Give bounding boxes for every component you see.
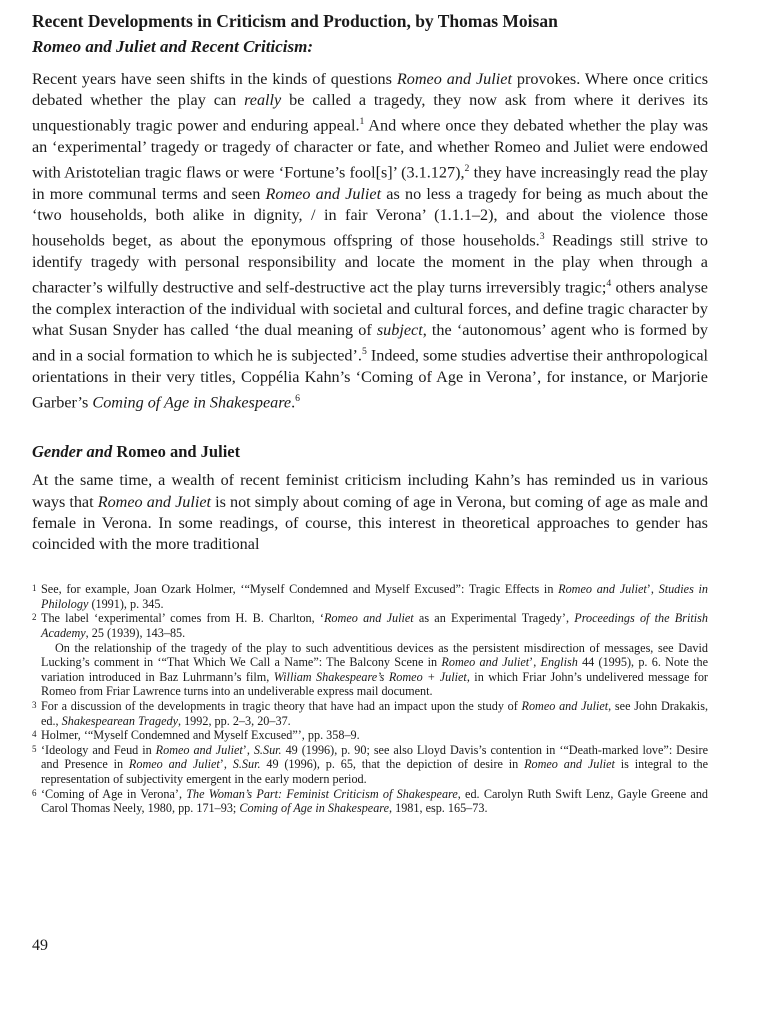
footnote-5: [32, 743, 708, 787]
italic-text: English: [540, 655, 578, 670]
italic-text: William Shakespeare’s Romeo + Juliet: [273, 669, 467, 684]
page-title: Recent Developments in Criticism and Production, by Thomas Moisan: [32, 11, 558, 31]
footnote-3: [32, 699, 708, 728]
text-run: Holmer, ‘“Myself Condemned and Myself Excused”’, pp. 358–9.: [41, 728, 360, 743]
text-run: .: [291, 393, 296, 412]
text-run: they have increasingly read the play in more communal terms and seen: [32, 163, 708, 203]
italic-text: subject: [376, 320, 423, 339]
text-run: ’,: [529, 655, 541, 670]
italic-text: really: [244, 91, 282, 110]
italic-text: Romeo and Juliet: [524, 757, 615, 772]
text-run: , ed. Carolyn Ruth Swift Lenz, Gayle Greene and Carol Thomas Neely, 1980, pp. 171–93;: [41, 786, 709, 816]
footnote-number: 1: [32, 583, 37, 594]
footnote-text: [41, 699, 708, 728]
gender-heading-italic: Gender and: [32, 442, 113, 462]
footnote-number: 2: [32, 612, 37, 623]
footnote-text: [41, 611, 708, 640]
footnote-reference: 2: [464, 163, 470, 175]
text-run: as no less a tragedy for being as much about the ‘two households, both alike in dignity, / in fair Verona’ (1.1.1–2), and about the violence those households beget, as about the eponymous offspring of those households.: [32, 184, 709, 250]
text-run: provokes. Where once critics debated whether the play can: [32, 70, 709, 110]
footnote-text: [41, 582, 708, 611]
text-run: See, for example, Joan Ozark Holmer, ‘“Myself Condemned and Myself Excused”: Tragic Effects in: [41, 582, 559, 597]
text-run: ’,: [219, 757, 233, 772]
page-content: [32, 10, 708, 816]
text-run: 49 (1996), p. 65, that the depiction of desire in: [260, 757, 525, 772]
text-run: 49 (1996), p. 90; see also Lloyd Davis’s contention in ‘“Death-marked love”: Desire and Presence in: [41, 742, 708, 772]
text-run: as an Experimental Tragedy’,: [413, 611, 575, 626]
italic-text: The Woman’s Part: Feminist Criticism of Shakespeare: [186, 786, 458, 801]
italic-text: Romeo and Juliet: [155, 742, 243, 757]
footnotes: [32, 582, 708, 816]
text-run: , in which Friar John’s undelivered message for Romeo from Friar Lawrence turns into an undeliverable express mail document.: [41, 669, 708, 699]
italic-text: Romeo and Juliet: [265, 184, 382, 203]
italic-text: Coming of Age in Shakespeare: [92, 393, 292, 412]
footnote-number: 3: [32, 699, 37, 710]
text-run: is integral to the representation of subjectivity emergent in the early modern period.: [41, 757, 709, 786]
italic-text: S.Sur.: [232, 757, 261, 772]
text-run: ‘Coming of Age in Verona’,: [41, 786, 187, 801]
text-run: And where once they debated whether the play was an ‘experimental’ tragedy or tragedy of character or fate, and whether Romeo and Juliet were endowed with Aristotelian tragic flaws or were ‘Fortune’s fool[s]’ (3.1.127),: [32, 116, 708, 182]
text-run: At the same time, a wealth of recent feminist criticism including Kahn’s has reminded us in various ways that: [32, 471, 708, 511]
text-run: ’,: [242, 742, 254, 757]
italic-text: S.Sur.: [253, 742, 282, 757]
gender-heading-roman: Romeo and Juliet: [112, 442, 241, 462]
italic-text: Proceedings of the British Academy: [41, 611, 708, 640]
text-run: 44 (1995), p. 6. Note the variation introduced in Baz Luhrmann’s film,: [41, 655, 709, 684]
footnote-number: 6: [32, 787, 37, 798]
text-run: Recent years have seen shifts in the kinds of questions: [32, 70, 397, 88]
text-run: Indeed, some studies advertise their anthropological orientations in their very titles, Coppélia Kahn’s ‘Coming of Age in Verona’, for instance, or Marjorie Garber’s: [32, 346, 709, 412]
footnote-text: [41, 743, 708, 786]
footnote-text: [41, 787, 708, 816]
text-run: , see John Drakakis, ed.,: [41, 698, 708, 728]
footnote-4: [32, 728, 708, 743]
page-number: 49: [32, 937, 48, 954]
text-run: , 1981, esp. 165–73.: [389, 801, 488, 816]
text-run: The label ‘experimental’ comes from H. B. Charlton, ‘: [41, 611, 324, 626]
gender-paragraph: [32, 470, 708, 555]
text-run: , 25 (1939), 143–85.: [85, 625, 186, 640]
footnote-6: [32, 787, 708, 816]
text-run: is not simply about coming of age in Verona, but coming of age as male and female in Verona. In some readings, of course, this interest in theoretical approaches to gender has coincided with the more traditional: [32, 492, 708, 553]
text-run: Readings still strive to identify tragedy with personal responsibility and locate the moment in the play when through a character’s wilfully destructive and self-destructive act the play turns irreversibly tragic;: [32, 231, 709, 297]
text-run: , 1992, pp. 2–3, 20–37.: [177, 713, 291, 728]
footnote-2-continuation: [32, 641, 708, 699]
italic-text: Romeo and Juliet: [521, 698, 609, 713]
footnote-number: 4: [32, 729, 37, 740]
text-run: , the ‘autonomous’ agent who is formed by and in a social formation to which he is subjected’.: [32, 320, 709, 365]
italic-text: Romeo and Juliet: [396, 70, 512, 88]
italic-text: Coming of Age in Shakespeare: [239, 801, 389, 816]
footnote-number: 5: [32, 743, 37, 754]
text-run: be called a tragedy, they now ask from where it derives its unquestionably tragic power and enduring appeal.: [32, 91, 708, 135]
text-run: On the relationship of the tragedy of the play to such adventitious devices as the persistent misdirection of messages, see David Lucking’s comment in ‘“That Which We Call a Name”: The Balcony Scene in: [41, 640, 708, 670]
section-title: Romeo and Juliet and Recent Criticism:: [32, 37, 313, 56]
footnote-reference: 3: [539, 231, 545, 243]
italic-text: Romeo and Juliet: [97, 492, 212, 511]
gender-section-heading: [32, 439, 708, 465]
text-run: others analyse the complex interaction of the individual with societal and cultural forces, and define tragic character by what Susan Snyder has called ‘the dual meaning of: [32, 278, 708, 339]
footnote-text: [41, 728, 360, 742]
footnote-reference: 5: [361, 346, 367, 357]
italic-text: Shakespearean Tragedy: [61, 713, 178, 728]
text-run: For a discussion of the developments in tragic theory that have had an impact upon the study of: [41, 698, 522, 713]
italic-text: Romeo and Juliet: [441, 655, 530, 670]
intro-paragraph: [32, 69, 708, 413]
footnote-reference: 4: [606, 278, 612, 289]
italic-text: Romeo and Juliet: [323, 611, 414, 626]
text-run: ‘Ideology and Feud in: [41, 742, 156, 757]
italic-text: Romeo and Juliet: [558, 582, 647, 597]
italic-text: Romeo and Juliet: [128, 757, 220, 772]
footnote-reference: 1: [359, 116, 365, 128]
text-run: ’,: [646, 582, 659, 597]
footnote-1: [32, 582, 708, 611]
italic-text: Studies in Philology: [41, 582, 709, 611]
text-run: (1991), p. 345.: [88, 596, 164, 611]
footnote-reference: 6: [295, 392, 301, 404]
footnote-2: [32, 611, 708, 640]
